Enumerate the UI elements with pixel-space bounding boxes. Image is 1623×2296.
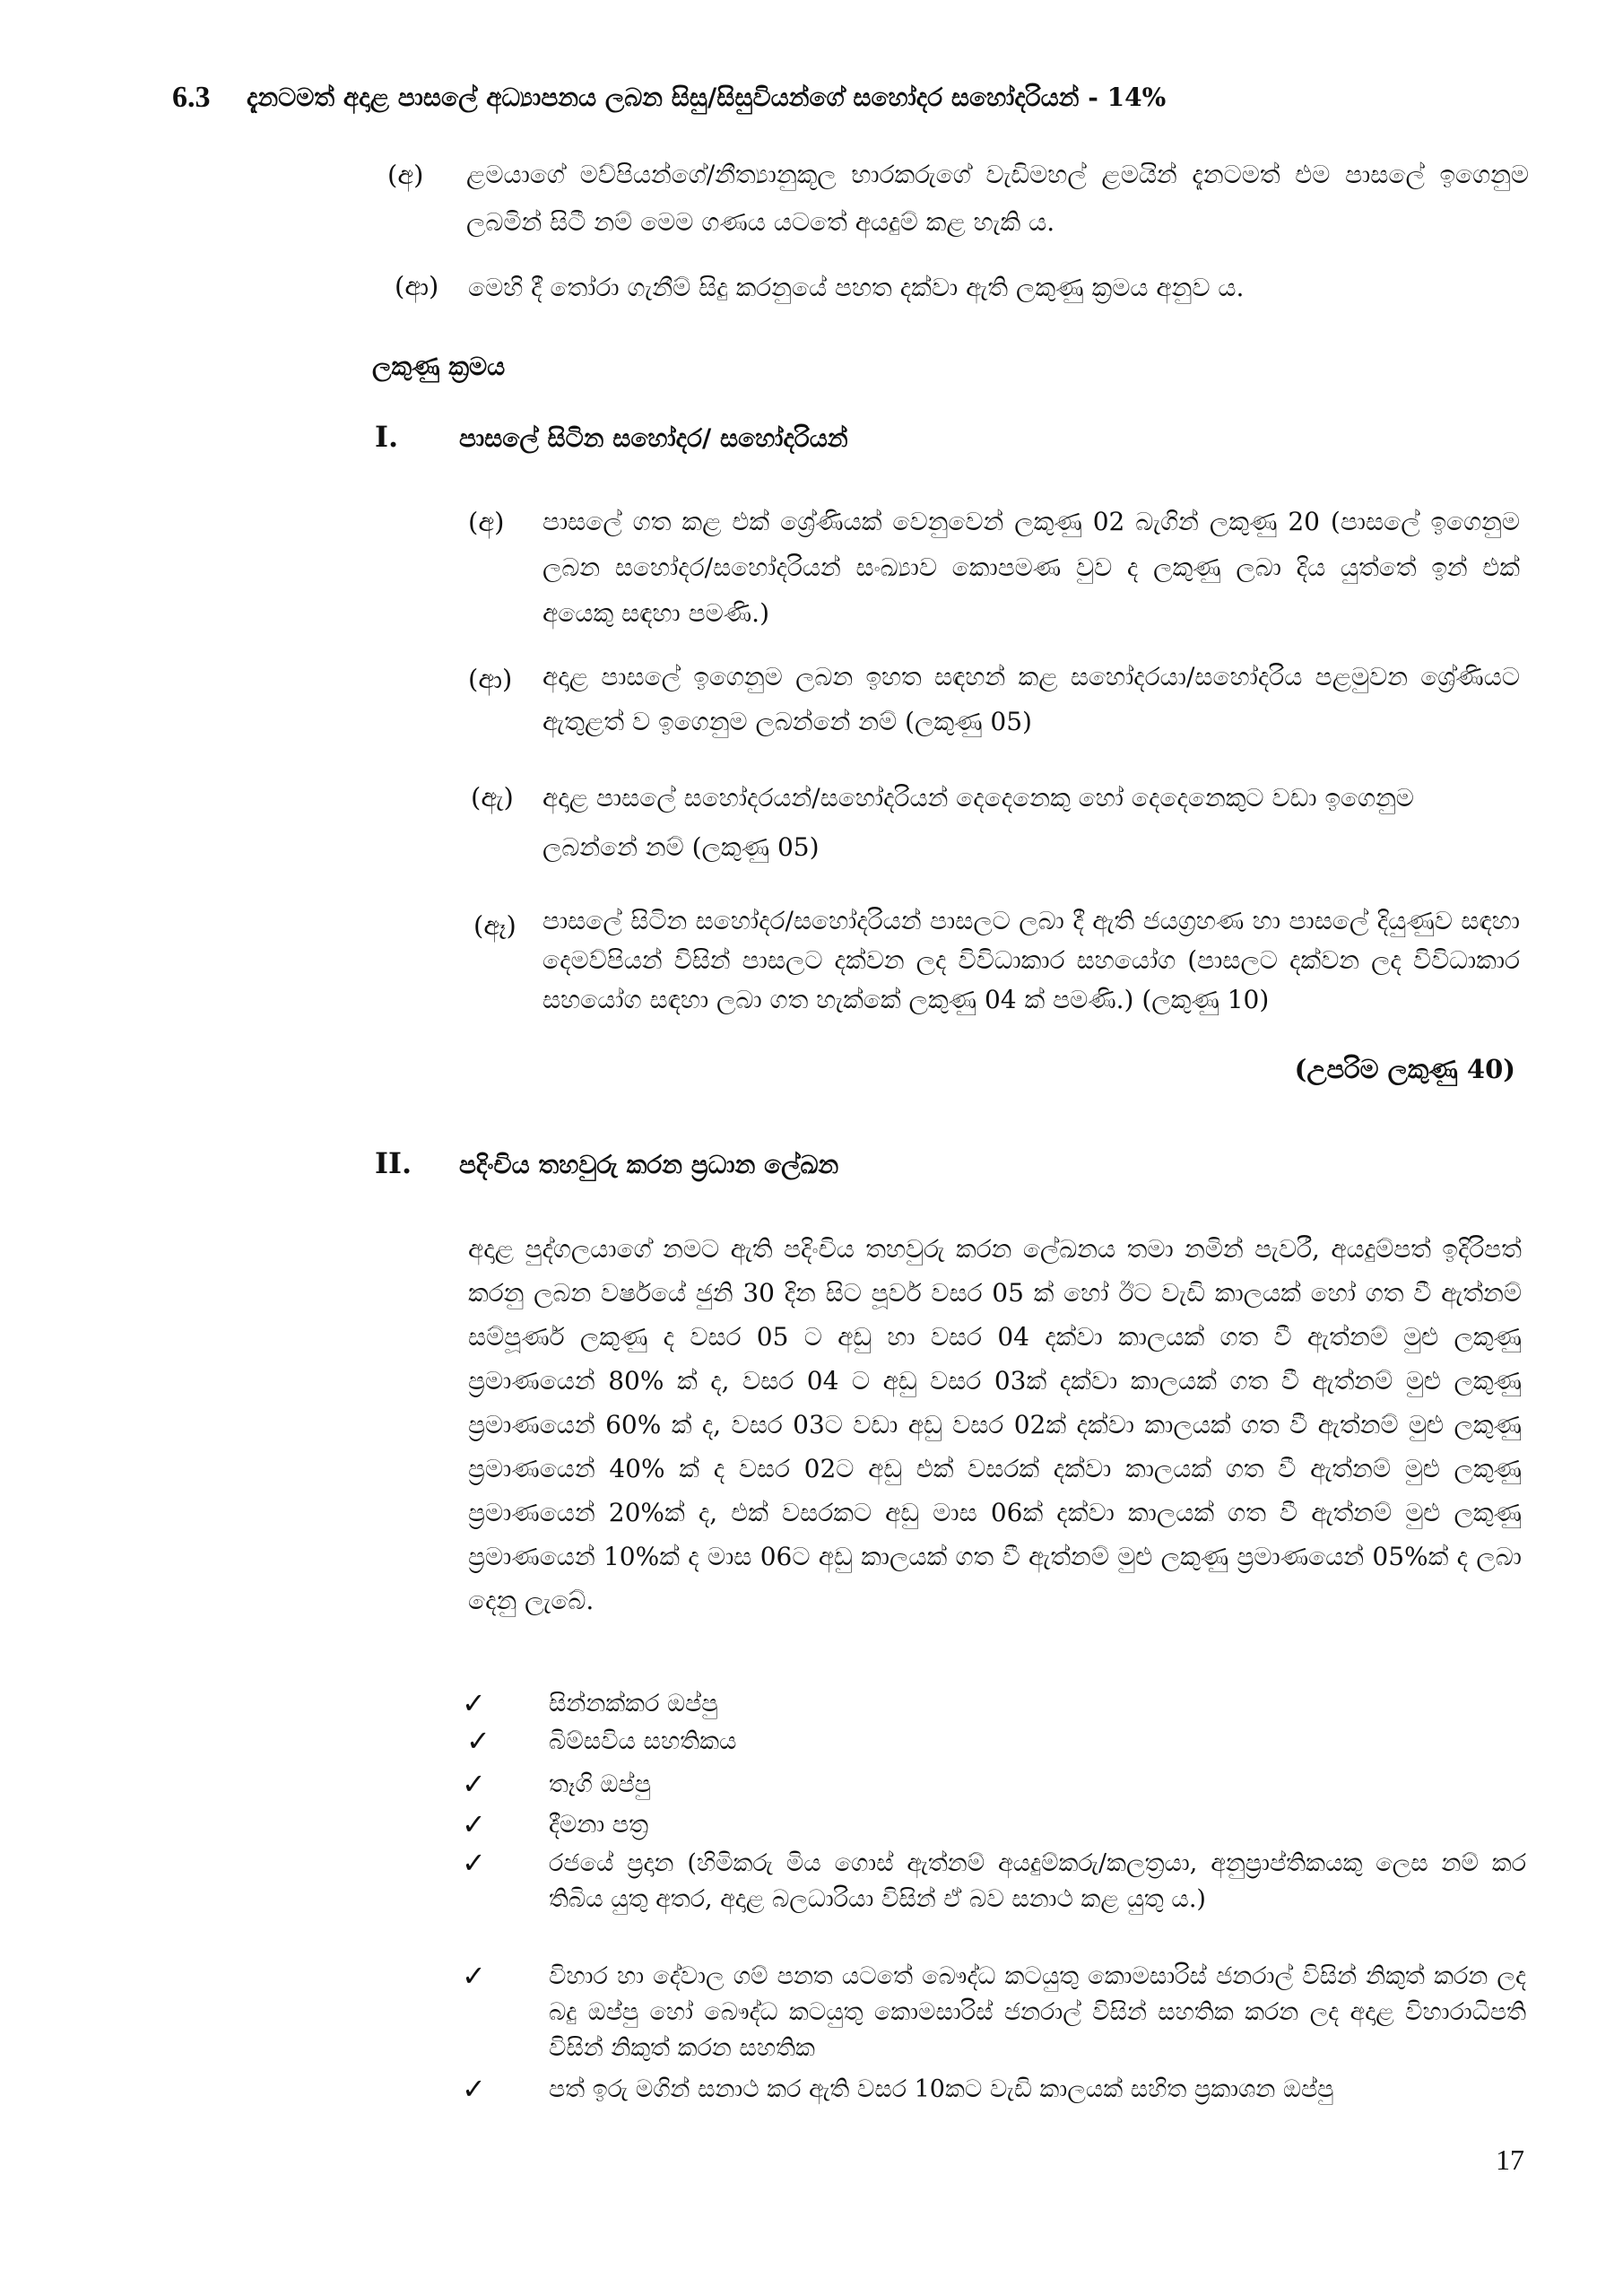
document-name: රජයේ ප්‍රදාන (හිමිකරු මිය ගොස් ඇත්නම් අයදුම්කරු/කලත්‍රයා, අනුප්‍රාප්තිකයකු ලෙස නම් කර තිබිය යුතු අතර, අදාළ බලධාරියා විසින් ඒ බව සනාථ කළ යුතු ය.)	[549, 1849, 1526, 1913]
list-item-text: පාසලේ සිටින සහෝදර/සහෝදරියන් පාසලට ලබා දී ඇති ජයග්‍රහණ හා පාසලේ දියුණුව සඳහා දෙමව්පියන් විසින් පාසලට දක්වන ලද විවිධාකාර සහයෝග (පාසලට දක්වන ලද විවිධාකාර සහයෝග සඳහා ලබා ගත හැක්කේ ලකුණු 04 ක් පමණි.) (ලකුණු 10)	[542, 906, 1520, 1014]
document-name: තෑගි ඔප්පු	[549, 1770, 651, 1798]
item-marker: (අ)	[387, 160, 424, 190]
section-paragraph: මෙහි දී තෝරා ගැනීම් සිදු කරනුයේ පහත දක්වා ඇති ලකුණු ක්‍රමය අනුව ය.	[468, 273, 1245, 302]
item-marker: (ඈ)	[473, 910, 516, 941]
check-icon: ✓	[466, 1724, 490, 1758]
section-number: 6.3	[172, 81, 211, 114]
document-name: පත් ඉරු මගින් සනාථ කර ඇති වසර 10කට වැඩි කාලයක් සහිත ප්‍රකාශන ඔප්පු	[549, 2075, 1334, 2103]
max-marks: (උපරිම ලකුණු 40)	[1294, 1054, 1515, 1084]
section-paragraph: ළමයාගේ මව්පියන්ගේ/නීත්‍යානුකූල භාරකරුගේ වැඩිමහල් ළමයින් දැනටමත් එම පාසලේ ඉගෙනුම ලබමින් සිටී නම් මෙම ගණය යටතේ අයදුම් කළ හැකි ය.	[466, 160, 1529, 237]
part-title: පදිංචිය තහවුරු කරන ප්‍රධාන ලේඛන	[459, 1150, 839, 1179]
list-item-text: අදාළ පාසලේ ඉගෙනුම ලබන ඉහත සඳහන් කළ සහෝදරයා/සහෝදරිය පළමුවන ශ්‍රේණියට ඇතුළත් ව ඉගෙනුම ලබන්නේ නම් (ලකුණු 05)	[542, 662, 1520, 736]
list-item-text: අදාළ පාසලේ සහෝදරයන්/සහෝදරියන් දෙදෙනෙකු හෝ දෙදෙනෙකුට වඩා ඉගෙනුම ලබන්නේ නම් (ලකුණු 05)	[542, 783, 1414, 862]
section-heading: දැනටමත් අදාළ පාසලේ අධ්‍යාපනය ලබන සිසු/සිසුවියන්ගේ සහෝදර සහෝදරියන් - 14%	[247, 83, 1167, 112]
check-icon: ✓	[462, 1767, 486, 1801]
item-marker: (ඇ)	[471, 782, 514, 813]
item-marker: (ආ)	[468, 664, 513, 694]
check-icon: ✓	[462, 2072, 486, 2106]
check-icon: ✓	[462, 1686, 486, 1720]
list-item-text: පාසලේ ගත කළ එක් ශ්‍රේණියක් වෙනුවෙන් ලකුණු 02 බැගින් ලකුණු 20 (පාසලේ ඉගෙනුම ලබන සහෝදර/සහෝදරියන් සංඛ්‍යාව කොපමණ වුව ද ලකුණු ලබා දිය යුත්තේ ඉන් එක් අයෙකු සඳහා පමණි.)	[542, 507, 1520, 628]
item-marker: (අ)	[468, 507, 505, 537]
part-numeral: II.	[375, 1146, 412, 1180]
document-name: දීමනා පත්‍ර	[549, 1811, 648, 1839]
part-numeral: I.	[375, 420, 399, 454]
part-title: පාසලේ සිටින සහෝදර/ සහෝදරියන්	[459, 423, 848, 453]
marking-scheme-title: ලකුණු ක්‍රමය	[372, 352, 506, 381]
residence-paragraph: අදාළ පුද්ගලයාගේ නමට ඇති පදිංචිය තහවුරු කරන ලේඛනය තමා නමින් පැවරී, අයදුම්පත් ඉදිරිපත් කරනු ලබන වර්ෂයේ ජුනි 30 දින සිට පූර්ව වසර 05 ක් හෝ ඊට වැඩි කාලයක් හෝ ගත වී ඇත්නම් සම්පූර්ණ ලකුණු ද වසර 05 ට අඩු හා වසර 04 දක්වා කාලයක් ගත වී ඇත්නම් මුළු ලකුණු ප්‍රමාණයෙන් 80% ක් ද, වසර 04 ට අඩු වසර 03ක් දක්වා කාලයක් ගත වී ඇත්නම් මුළු ලකුණු ප්‍රමාණයෙන් 60% ක් ද, වසර 03ට වඩා අඩු වසර 02ක් දක්වා කාලයක් ගත වී ඇත්නම් මුළු ලකුණු ප්‍රමාණයෙන් 40% ක් ද වසර 02ට අඩු එක් වසරක් දක්වා කාලයක් ගත වී ඇත්නම් මුළු ලකුණු ප්‍රමාණයෙන් 20%ක් ද, එක් වසරකට අඩු මාස 06ක් දක්වා කාලයක් ගත වී ඇත්නම් මුළු ලකුණු ප්‍රමාණයෙන් 10%ක් ද මාස 06ට අඩු කාලයක් ගත වී ඇත්නම් මුළු ලකුණු ප්‍රමාණයෙන් 05%ක් ද ලබා දෙනු ලැබේ.	[468, 1234, 1522, 1615]
page-number: 17	[1496, 2144, 1524, 2176]
item-marker: (ආ)	[395, 271, 439, 301]
document-name: සින්නක්කර ඔප්පු	[549, 1690, 718, 1718]
check-icon: ✓	[462, 1846, 486, 1880]
document-name: බිම්සවිය සහතිකය	[549, 1727, 737, 1755]
document-name: විහාර හා දේවාල ගම් පනත යටතේ බෞද්ධ කටයුතු කොමසාරිස් ජනරාල් විසින් නිකුත් කරන ලද බදු ඔප්පු හෝ බෞද්ධ කටයුතු කොමසාරිස් ජනරාල් විසින් සහතික කරන ලද අදාළ විහාරාධිපති විසින් නිකුත් කරන සහතික	[549, 1962, 1526, 2062]
check-icon: ✓	[462, 1807, 486, 1841]
check-icon: ✓	[462, 1959, 486, 1993]
